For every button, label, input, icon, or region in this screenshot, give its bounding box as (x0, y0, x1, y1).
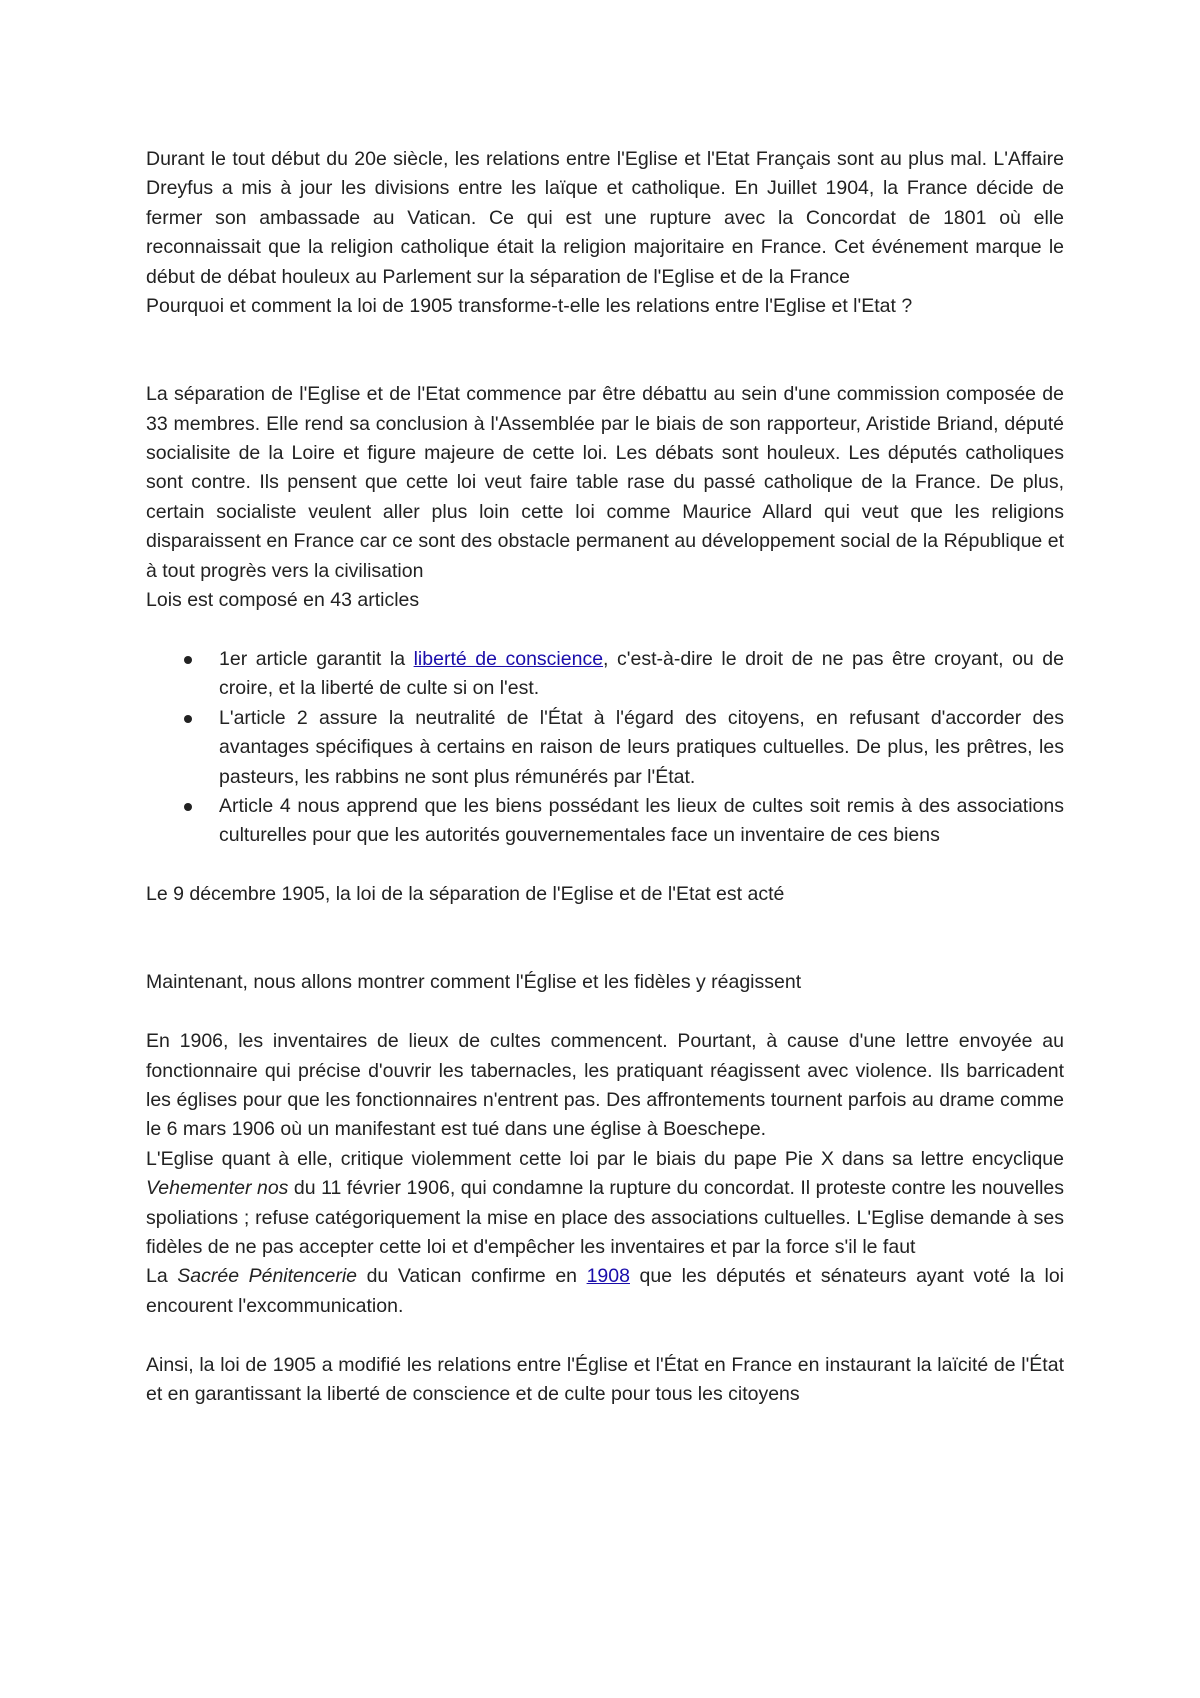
conclusion-paragraph: Ainsi, la loi de 1905 a modifié les relations entre l'Église et l'État en France en instaurant la laïcité de l'État et en garantissant la liberté de conscience et de culte pour tous les citoyens (146, 1353, 1064, 1405)
penitencerie-text-after: que les députés et sénateurs ayant voté la loi encourent l'excommunication. (146, 1265, 1065, 1317)
penitencerie-paragraph (146, 1262, 1064, 1321)
document-page (146, 145, 1064, 1409)
article-2-text: L'article 2 assure la neutralité de l'État à l'égard des citoyens, en refusant d'accorder des avantages spécifiques à certains en raison de leurs pratiques cultuelles. De plus, les prêtres, les pasteurs, les rabbins ne sont plus rémunérés par l'État. (219, 706, 1064, 788)
intro-paragraph: Durant le tout début du 20e siècle, les relations entre l'Eglise et l'Etat Français sont au plus mal. L'Affaire Dreyfus a mis à jour les divisions entre les laïque et catholique. En Juillet 1904, la France décide de fermer son ambassade au Vatican. Ce qui est une rupture avec la Concordat de 1801 où elle reconnaissait que la religion catholique était la religion majoritaire en France. Cet événement marque le début de débat houleux au Parlement sur la séparation de l'Eglise et de la France (146, 148, 1064, 288)
bullet-icon (184, 803, 192, 811)
list-item-article-4 (146, 792, 1064, 851)
article-1-text-before: 1er article garantit la (219, 647, 414, 670)
articles-count: Lois est composé en 43 articles (146, 589, 420, 612)
law-date-statement: Le 9 décembre 1905, la loi de la séparation de l'Eglise et de l'Etat est acté (146, 883, 785, 906)
article-1-text-after: , c'est-à-dire le droit de ne pas être croyant, ou de croire, et la liberté de culte si on l'est. (219, 647, 1064, 700)
encyclique-text-before: L'Eglise quant à elle, critique violemment cette loi par le biais du pape Pie X dans sa lettre encyclique (146, 1147, 1064, 1170)
bullet-icon (184, 656, 192, 664)
penitencerie-text-before: La (146, 1265, 178, 1288)
encyclique-title: Vehementer nos (146, 1177, 289, 1200)
spacer (146, 615, 1064, 644)
part2-intro: Maintenant, nous allons montrer comment l'Église et les fidèles y réagissent (146, 971, 802, 994)
spacer (146, 998, 1064, 1027)
inventaires-paragraph: En 1906, les inventaires de lieux de cultes commencent. Pourtant, à cause d'une lettre envoyée au fonctionnaire qui précise d'ouvrir les tabernacles, les pratiquant réagissent avec violence. Ils barricadent les églises pour que les fonctionnaires n'entrent pas. Des affrontements tournent parfois au drame comme le 6 mars 1906 où un manifestant est tué dans une église à Boeschepe. (146, 1030, 1064, 1141)
list-item-article-1 (146, 645, 1064, 704)
year-1908-link[interactable]: 1908 (586, 1265, 630, 1288)
encyclique-paragraph (146, 1145, 1064, 1263)
spacer (146, 851, 1064, 880)
part1-paragraph: La séparation de l'Eglise et de l'Etat commence par être débattu au sein d'une commission composée de 33 membres. Elle rend sa conclusion à l'Assemblée par le biais de son rapporteur, Aristide Briand, député socialisite de la Loire et figure majeure de cette loi. Les débats sont houleux. Les députés catholiques sont contre. Ils pensent que cette loi veut faire table rase du passé catholique de la France. De plus, certain socialiste veulent aller plus loin cette loi comme Maurice Allard qui veut que les religions disparaissent en France car ce sont des obstacle permanent au développement social de la République et à tout progrès vers la civilisation (146, 383, 1064, 582)
penitencerie-title: Sacrée Pénitencerie (177, 1265, 358, 1288)
penitencerie-text-middle: du Vatican confirme en (357, 1265, 587, 1288)
liberte-de-conscience-link[interactable]: liberté de conscience (413, 647, 604, 670)
articles-list (146, 645, 1064, 851)
bullet-icon (184, 715, 192, 723)
article-4-text: Article 4 nous apprend que les biens possédant les lieux de cultes soit remis à des associations culturelles pour que les autorités gouvernementales face un inventaire de ces biens (219, 794, 1064, 847)
list-item-article-2 (146, 704, 1064, 792)
problematic-question: Pourquoi et comment la loi de 1905 transforme-t-elle les relations entre l'Eglise et l'Etat ? (146, 295, 913, 318)
spacer (146, 910, 1064, 969)
spacer (146, 321, 1064, 380)
encyclique-text-after: du 11 février 1906, qui condamne la rupture du concordat. Il proteste contre les nouvelles spoliations ; refuse catégoriquement la mise en place des associations cultuelles. L'Eglise demande à ses fidèles de ne pas accepter cette loi et d'empêcher les inventaires et par la force s'il le faut (146, 1177, 1065, 1258)
spacer (146, 1321, 1064, 1350)
